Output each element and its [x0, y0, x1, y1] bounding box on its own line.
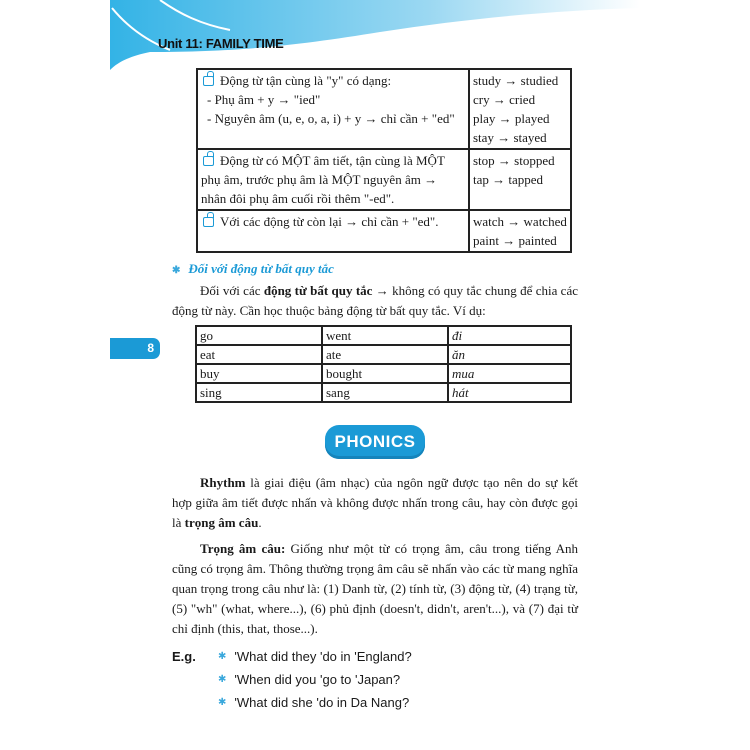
cell: hát	[448, 383, 571, 402]
lock-icon	[203, 76, 214, 86]
header-wave-decoration	[0, 0, 750, 70]
table-row	[196, 345, 571, 364]
rule-text: Với các động từ còn lại → chỉ cần + "ed".	[220, 214, 439, 229]
text: là giai điệu (âm nhạc) của ngôn ngữ được tạo nên do sự kết hợp giữa âm tiết được nhấn và không được nhấn trong câu, hay còn được gọi là	[172, 475, 578, 530]
text: Đối với các	[200, 283, 264, 298]
example-item	[172, 691, 578, 714]
example: paint → painted	[473, 233, 557, 248]
cell: ate	[322, 345, 448, 364]
lock-icon	[203, 217, 214, 227]
star-bullet-icon: ✱	[172, 265, 181, 276]
rule-text: Động từ tận cùng là "y" có dạng:	[220, 73, 392, 88]
example-text: 'What did they 'do in 'England?	[234, 649, 412, 664]
cell: mua	[448, 364, 571, 383]
cell: buy	[196, 364, 322, 383]
table-row	[196, 383, 571, 402]
example: play → played	[473, 111, 550, 126]
cell: sang	[322, 383, 448, 402]
phonics-section-title: PHONICS	[325, 425, 425, 459]
star-bullet-icon: ✱	[218, 651, 227, 662]
table-row	[196, 326, 571, 345]
cell: đi	[448, 326, 571, 345]
page-number-tab: 8	[110, 338, 160, 359]
example: tap → tapped	[473, 172, 544, 187]
page-content	[172, 68, 578, 714]
irregular-verbs-table	[195, 325, 572, 403]
cell: bought	[322, 364, 448, 383]
text: Trọng âm câu:	[200, 541, 286, 556]
text: → không có quy tắc chung để chia các động từ này. Cần học thuộc bảng động từ bất quy tắc. Ví dụ:	[172, 283, 578, 318]
heading-text: Đối với động từ bất quy tắc	[188, 261, 334, 276]
example-text: 'What did she 'do in Da Nang?	[234, 695, 410, 710]
rule-text: - Nguyên âm (u, e, o, a, i) + y → chỉ cần + "ed"	[207, 111, 455, 126]
rule-text: Động từ có MỘT âm tiết, tận cùng là MỘT phụ âm, trước phụ âm là MỘT nguyên âm → nhân đôi phụ âm cuối rồi thêm "-ed".	[201, 153, 445, 206]
text: Rhythm	[200, 475, 246, 490]
irregular-heading	[172, 259, 578, 281]
table-row	[196, 364, 571, 383]
example: watch → watched	[473, 214, 567, 229]
table-row	[197, 210, 571, 252]
example-item	[172, 668, 578, 691]
table-row	[197, 69, 571, 149]
example: study → studied	[473, 73, 559, 88]
eg-label: E.g.	[172, 649, 196, 664]
lock-icon	[203, 156, 214, 166]
rule-text: - Phụ âm + y → "ied"	[207, 92, 321, 107]
cell: go	[196, 326, 322, 345]
text: .	[258, 515, 262, 530]
irregular-intro	[172, 281, 578, 321]
example-item	[172, 645, 578, 668]
eg-label-spacer	[172, 691, 218, 714]
star-bullet-icon: ✱	[218, 674, 227, 685]
cell: sing	[196, 383, 322, 402]
text: trọng âm câu	[184, 515, 259, 530]
example: stay → stayed	[473, 130, 547, 145]
unit-title: Unit 11: FAMILY TIME	[158, 36, 284, 51]
example-text: 'When did you 'go to 'Japan?	[234, 672, 401, 687]
text: Giống như một từ có trọng âm, câu trong tiếng Anh cũng có trọng âm. Thông thường trọng âm câu sẽ nhấn vào các từ mang nghĩa quan trọng trong câu như là: (1) Danh từ, (2) tính từ, (3) động từ, (4) trạng từ, (5) "wh" (what, where...), (6) phủ định (doesn't, didn't, aren't...), và (7) đại từ chỉ định (this, that, those...).	[172, 541, 578, 636]
cell: eat	[196, 345, 322, 364]
sentence-stress-paragraph	[172, 539, 578, 639]
cell: went	[322, 326, 448, 345]
regular-verb-rules-table	[196, 68, 572, 253]
eg-label-spacer	[172, 668, 218, 691]
cell: ăn	[448, 345, 571, 364]
example: stop → stopped	[473, 153, 555, 168]
example: cry → cried	[473, 92, 536, 107]
text: động từ bất quy tắc	[263, 283, 373, 298]
star-bullet-icon: ✱	[218, 697, 227, 708]
rhythm-paragraph	[172, 473, 578, 533]
table-row	[197, 149, 571, 210]
